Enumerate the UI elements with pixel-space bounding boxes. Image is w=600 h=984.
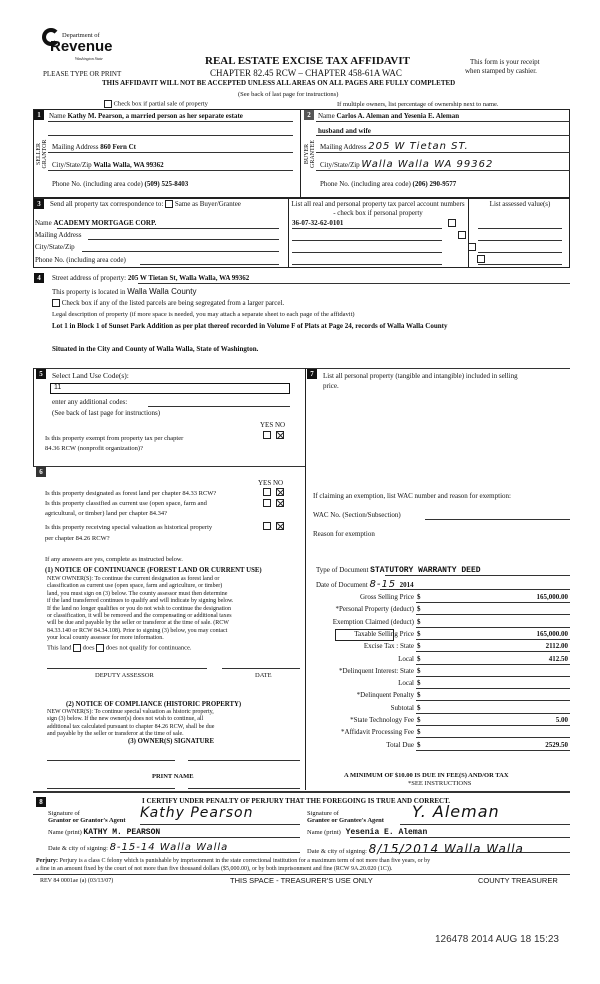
grantee-sig-label xyxy=(307,810,384,824)
label: Mailing Address xyxy=(320,143,367,151)
corr-mail-input[interactable] xyxy=(88,239,279,240)
label: Date & city of signing: xyxy=(48,845,108,852)
grantor-name-row xyxy=(48,828,160,837)
assessed-value-input[interactable] xyxy=(478,240,562,241)
partial-sale[interactable] xyxy=(104,100,208,108)
line xyxy=(416,700,570,701)
line xyxy=(120,852,300,853)
q-current-use: Is this property classified as current use (open space, farm and xyxy=(45,500,207,507)
line xyxy=(380,589,570,590)
label: Name (print) xyxy=(48,829,82,836)
deputy-assessor-line[interactable] xyxy=(47,668,207,669)
logo-dept: Department of xyxy=(62,32,100,39)
label: Grantee or Grantee's Agent xyxy=(307,817,384,824)
grantor-sig-label xyxy=(48,810,126,824)
historic-no-checkbox[interactable] xyxy=(276,522,284,530)
segregated-checkbox[interactable] xyxy=(52,299,60,307)
personal-property-label: List all personal property (tangible and intangible) included in selling xyxy=(323,372,518,380)
seller-city[interactable]: Walla Walla, WA 99362 xyxy=(93,161,164,169)
line xyxy=(140,824,300,825)
seller-city-row xyxy=(52,161,164,169)
seller-mail[interactable]: 860 Fern Ct xyxy=(100,143,137,151)
wac-label: WAC No. (Section/Subsection) xyxy=(313,511,401,519)
label: Name xyxy=(35,219,52,227)
line xyxy=(316,152,570,153)
section-3-number: 3 xyxy=(34,199,44,209)
tax-row-label: Local xyxy=(398,679,414,688)
seller-mail-row xyxy=(52,143,136,151)
section-7-number: 7 xyxy=(307,369,317,379)
label: Name (print) xyxy=(307,829,341,836)
line xyxy=(416,651,570,652)
notice-compliance-text xyxy=(47,709,214,739)
line xyxy=(416,713,570,714)
county-row xyxy=(52,287,196,296)
notice-line: NEW OWNER(S): To continue the current designation as forest land or xyxy=(47,576,220,582)
label: Grantor or Grantor's Agent xyxy=(48,817,126,824)
section-8-number: 8 xyxy=(36,797,46,807)
line xyxy=(416,614,570,615)
line xyxy=(48,152,293,153)
partial-sale-label: Check box if partial sale of property xyxy=(113,100,208,108)
buyer-city-row xyxy=(320,159,493,170)
label: This land xyxy=(47,644,72,652)
tax-row-label: Exemption Claimed (deduct) xyxy=(332,617,414,626)
parcel-number[interactable]: 36-07-32-62-0101 xyxy=(292,219,344,227)
dollar-sign: $ xyxy=(417,605,421,614)
doc-date-hand[interactable]: 8-15 xyxy=(369,579,397,590)
line xyxy=(33,874,570,875)
deputy-assessor-label: DEPUTY ASSESSOR xyxy=(95,672,154,679)
seller-name[interactable]: Kathy M. Pearson, a married person as her separate estate xyxy=(67,112,243,120)
county[interactable]: Walla Walla County xyxy=(127,287,197,296)
corr-phone-label: Phone No. (including area code) xyxy=(35,256,126,264)
tax-row-value[interactable]: 165,000.00 xyxy=(536,629,568,638)
line xyxy=(400,824,570,825)
label: Phone No. (including area code) xyxy=(52,180,143,188)
notice-line: If the land no longer qualifies or you do not wish to continue the designation xyxy=(47,605,231,612)
line xyxy=(292,252,442,253)
tax-row-label: *State Technology Fee xyxy=(350,716,414,724)
legal-description-1[interactable]: Lot 1 in Block 1 of Sunset Park Addition as per plat thereof recorded in Volume F of Plats at Page 24, records of Walla Walla County xyxy=(52,322,448,330)
parcel-header: List all real and personal property tax parcel account numbers - check box if personal property xyxy=(291,200,465,217)
personal-property-checkbox[interactable] xyxy=(458,231,466,239)
line xyxy=(57,228,279,229)
tax-row-label: *Personal Property (deduct) xyxy=(335,605,414,614)
divider xyxy=(288,198,289,268)
tax-row-value[interactable]: 2529.50 xyxy=(545,740,568,749)
warning: THIS AFFIDAVIT WILL NOT BE ACCEPTED UNLESS ALL AREAS ON ALL PAGES ARE FULLY COMPLETED xyxy=(102,79,456,87)
exempt-yes-checkbox[interactable] xyxy=(263,431,271,439)
if-yes: If any answers are yes, complete as instructed below. xyxy=(45,556,183,563)
tax-row-label: Subtotal xyxy=(390,703,414,712)
date-label: DATE xyxy=(255,672,272,679)
dollar-sign: $ xyxy=(417,666,421,675)
dollar-sign: $ xyxy=(417,629,421,638)
assessed-value-input[interactable] xyxy=(478,228,562,229)
label: This property is located in xyxy=(52,288,126,296)
exempt-no-checkbox[interactable] xyxy=(276,431,284,439)
line xyxy=(33,368,570,369)
corr-city-label: City/State/Zip xyxy=(35,243,75,251)
dollar-sign: $ xyxy=(417,593,421,601)
receipt-2: when stamped by cashier. xyxy=(465,67,537,75)
label: Same as Buyer/Grantee xyxy=(174,200,241,208)
label: Mailing Address xyxy=(52,143,99,151)
buyer-mail[interactable]: 205 W Tietan ST. xyxy=(368,141,469,152)
dollar-sign: $ xyxy=(417,740,421,749)
additional-codes-label: enter any additional codes: xyxy=(52,398,128,406)
yes-label: YES xyxy=(258,479,272,487)
dollar-sign: $ xyxy=(417,642,421,651)
current-use-no-checkbox[interactable] xyxy=(276,499,284,507)
section-5-number: 5 xyxy=(36,369,46,379)
line xyxy=(316,170,570,171)
perjury-note xyxy=(36,857,430,873)
receipt-1: This form is your receipt xyxy=(470,58,540,66)
grantor-date[interactable]: 8-15-14 Walla Walla xyxy=(109,842,229,853)
doc-type-row xyxy=(316,566,481,575)
assessed-value-input[interactable] xyxy=(478,252,562,253)
line xyxy=(90,837,300,838)
label: City/State/Zip xyxy=(320,161,360,169)
corr-city-input[interactable] xyxy=(82,251,279,252)
grantee-date-row xyxy=(307,842,524,856)
notice-line: land, you must sign on (3) below. The county assessor must then determine xyxy=(47,590,228,597)
q-exempt-2: 84.36 RCW (nonprofit organization)? xyxy=(45,445,143,452)
tax-row-label: Excise Tax : State xyxy=(363,642,414,651)
label: Name xyxy=(49,112,66,120)
label: Phone No. (including area code) xyxy=(320,180,411,188)
street-row xyxy=(52,274,249,282)
grantee-date[interactable]: 8/15/2014 Walla Walla xyxy=(368,842,524,856)
label: Street address of property: xyxy=(52,274,127,282)
line xyxy=(385,575,570,576)
yes-no-header-6 xyxy=(258,479,283,487)
dollar-sign: $ xyxy=(417,728,421,737)
line xyxy=(48,121,293,122)
tax-row-label: *Delinquent Penalty xyxy=(356,691,414,700)
line xyxy=(33,791,570,793)
label: does not qualify for continuance. xyxy=(105,644,192,652)
notice-continuance-text xyxy=(47,576,233,643)
tax-row-value[interactable]: 412.50 xyxy=(548,654,568,663)
exemption-label: If claiming an exemption, list WAC number and reason for exemption: xyxy=(313,492,511,500)
dollar-sign: $ xyxy=(417,617,421,626)
grantee-name[interactable]: Yesenia E. Aleman xyxy=(345,828,428,837)
label: Signature of xyxy=(307,810,339,817)
line xyxy=(292,264,442,265)
divider xyxy=(305,368,306,790)
land-use-label: Select Land Use Code(s): xyxy=(52,371,129,380)
label: a fine in an amount fixed by the court of not more than five thousand dollars ($5,000.00), or by both imprisonment and fine (RCW 9A.20.020 (1C)). xyxy=(36,866,393,872)
line xyxy=(292,240,442,241)
reason-label: Reason for exemption xyxy=(313,530,375,538)
seller-phone-row xyxy=(52,180,188,188)
label: Type of Document xyxy=(316,566,369,574)
multiple-owners: If multiple owners, list percentage of ownership next to name. xyxy=(337,101,499,108)
grantor-name[interactable]: KATHY M. PEARSON xyxy=(83,828,161,837)
notice-line: and payable by the seller or transferor at the time of sale. xyxy=(47,731,184,738)
label: Date of Document xyxy=(316,581,368,589)
dollar-sign: $ xyxy=(417,654,421,663)
section-1-number: 1 xyxy=(34,110,44,120)
doc-year[interactable]: 2014 xyxy=(399,581,414,589)
notice-line: your local county assessor for more information. xyxy=(47,635,164,642)
label: Perjury: xyxy=(36,858,58,864)
notice-line: additional tax calculated pursuant to chapter 84.26 RCW, shall be due xyxy=(47,723,215,730)
assessed-value-input[interactable] xyxy=(478,264,562,265)
forest-yes-checkbox[interactable] xyxy=(263,488,271,496)
tax-row-label: Gross Selling Price xyxy=(359,593,414,601)
line xyxy=(316,135,570,136)
county-treasurer: COUNTY TREASURER xyxy=(478,876,558,885)
line xyxy=(416,639,570,640)
dollar-sign: $ xyxy=(417,716,421,724)
label: Name xyxy=(318,112,335,120)
logo-text: Revenue xyxy=(50,38,113,55)
see-instructions: *SEE INSTRUCTIONS xyxy=(408,780,472,787)
form-revision: REV 84 0001ae (a) (03/13/07) xyxy=(40,878,114,884)
treasurer-space: THIS SPACE - TREASURER'S USE ONLY xyxy=(230,876,373,885)
minimum-due: A MINIMUM OF $10.00 IS DUE IN FEE(S) AND/OR TAX xyxy=(344,772,509,779)
personal-property-checkbox[interactable] xyxy=(468,243,476,251)
q-historic-2: per chapter 84.26 RCW? xyxy=(45,535,110,542)
current-use-yes-checkbox[interactable] xyxy=(263,499,271,507)
owner-signature-line[interactable] xyxy=(188,760,300,761)
buyer-mail-row xyxy=(320,141,469,152)
logo-state: Washington State xyxy=(75,56,103,61)
line xyxy=(138,283,570,284)
doc-type[interactable]: STATUTORY WARRANTY DEED xyxy=(370,566,481,575)
grantor-signature[interactable]: Kathy Pearson xyxy=(140,805,254,821)
divider xyxy=(468,198,469,268)
notice-continuance-title: (1) NOTICE OF CONTINUANCE (FOREST LAND OR CURRENT USE) xyxy=(45,567,262,574)
same-as-buyer-checkbox[interactable] xyxy=(165,200,173,208)
wac-input[interactable] xyxy=(425,519,570,520)
buyer-phone-row xyxy=(320,180,456,188)
see-back-5: (See back of last page for instructions) xyxy=(52,409,161,417)
label: does xyxy=(82,644,95,652)
notice-line: classification as current use (open space, farm and agriculture, or timber) xyxy=(47,583,223,590)
assessed-header: List assessed value(s) xyxy=(489,200,551,208)
notice-line: 84.33.140 or RCW 84.34.108). Prior to signing (3) below, you may contact xyxy=(47,627,228,634)
date-line[interactable] xyxy=(222,668,300,669)
corr-mail-label: Mailing Address xyxy=(35,231,82,239)
land-use-code-input[interactable]: 11 xyxy=(50,383,290,394)
q-exempt: Is this property exempt from property tax per chapter xyxy=(45,435,184,442)
notice-line: sign (3) below. If the new owner(s) does not wish to continue, all xyxy=(47,716,204,723)
divider xyxy=(300,109,301,198)
tax-row-label: Taxable Selling Price xyxy=(354,629,414,638)
buyer-name-2[interactable]: husband and wife xyxy=(318,127,371,135)
print-name-label: PRINT NAME xyxy=(152,773,194,780)
legal-label: Legal description of property (if more space is needed, you may attach a separate sheet to each page of the affidavit) xyxy=(52,311,355,318)
line xyxy=(416,602,570,603)
label: City/State/Zip xyxy=(52,161,92,169)
notice-line: or classification, it will be removed and the compensating or additional taxes xyxy=(47,613,232,620)
divider xyxy=(33,368,34,466)
line xyxy=(416,688,570,689)
section-2-number: 2 xyxy=(304,110,314,120)
dollar-sign: $ xyxy=(417,691,421,700)
label: Check box if any of the listed parcels are being segregated from a larger parcel. xyxy=(61,299,285,307)
forest-no-checkbox[interactable] xyxy=(276,488,284,496)
notice-line: if the land transferred continues to qualify and will indicate by signing below. xyxy=(47,598,234,605)
grantee-signature[interactable]: Y. Aleman xyxy=(412,802,500,821)
line xyxy=(416,750,570,751)
line xyxy=(416,737,570,738)
section-6-number: 6 xyxy=(36,467,46,477)
seller-name-row xyxy=(49,112,243,120)
seller-phone[interactable]: (509) 525-8403 xyxy=(144,180,189,188)
section-4-number: 4 xyxy=(34,273,44,283)
certify: I CERTIFY UNDER PENALTY OF PERJURY THAT THE FOREGOING IS TRUE AND CORRECT. xyxy=(142,797,451,805)
notice-line: NEW OWNER(S): To continue special valuation as historic property, xyxy=(47,709,214,715)
label: Perjury is a class C felony which is punishable by imprisonment in the state correctional institution for a maximum term of not more than five years, or by xyxy=(59,858,431,864)
line xyxy=(316,121,570,122)
street-address[interactable]: 205 W Tietan St, Walla Walla, WA 99362 xyxy=(127,274,250,282)
see-back: (See back of last page for instructions) xyxy=(238,91,339,98)
personal-property-checkbox[interactable] xyxy=(448,219,456,227)
notice-line: will be due and payable by the seller or transferor at the time of sale. (RCW xyxy=(47,620,229,627)
form-title: REAL ESTATE EXCISE TAX AFFIDAVIT xyxy=(205,55,410,67)
owner-signature-line[interactable] xyxy=(47,760,175,761)
line xyxy=(416,627,570,628)
does-not-checkbox[interactable] xyxy=(96,644,104,652)
buyer-name[interactable]: Carlos A. Aleman and Yesenia E. Aleman xyxy=(336,112,460,120)
grantee-name-row xyxy=(307,828,427,837)
partial-sale-checkbox[interactable] xyxy=(104,100,112,108)
personal-property-label-2: price. xyxy=(323,382,339,390)
line xyxy=(48,135,293,136)
no-label: NO xyxy=(272,479,284,487)
line xyxy=(350,837,570,838)
line xyxy=(33,466,305,467)
corr-name[interactable]: ACADEMY MORTGAGE CORP. xyxy=(53,219,157,227)
yes-label: YES xyxy=(260,421,274,429)
line xyxy=(292,228,442,229)
label: Send all property tax correspondence to: xyxy=(50,200,164,208)
tax-row-label: Local xyxy=(398,654,414,663)
label: Date & city of signing: xyxy=(307,848,367,855)
line xyxy=(416,725,570,726)
line xyxy=(416,676,570,677)
receipt-stamp: 126478 2014 AUG 18 15:23 xyxy=(435,934,559,945)
buyer-phone[interactable]: (206) 290-9577 xyxy=(412,180,457,188)
tax-row-label: Total Due xyxy=(386,740,414,749)
continuance-row xyxy=(47,644,192,652)
seller-side-label: SELLER GRANTOR xyxy=(36,139,48,169)
dollar-sign: $ xyxy=(417,679,421,688)
historic-yes-checkbox[interactable] xyxy=(263,522,271,530)
print-name-line[interactable] xyxy=(188,788,300,789)
owner-signature-title: (3) OWNER(S) SIGNATURE xyxy=(128,738,214,745)
tax-row-value[interactable]: 5.00 xyxy=(555,716,568,724)
buyer-name-row xyxy=(318,112,459,120)
send-correspondence xyxy=(50,200,241,208)
does-checkbox[interactable] xyxy=(73,644,81,652)
q-historic: Is this property receiving special valuation as historical property xyxy=(45,524,213,531)
buyer-side-label: BUYER GRANTEE xyxy=(304,140,316,168)
notice-compliance-title: (2) NOTICE OF COMPLIANCE (HISTORIC PROPERTY) xyxy=(66,701,242,708)
please-type: PLEASE TYPE OR PRINT xyxy=(43,70,122,78)
label: Signature of xyxy=(48,810,80,817)
buyer-city[interactable]: Walla Walla WA 99362 xyxy=(361,159,494,170)
line xyxy=(380,852,570,853)
personal-property-checkbox[interactable] xyxy=(477,255,485,263)
tax-row-label: *Delinquent Interest: State xyxy=(338,666,414,675)
legal-description-2[interactable]: Situated in the City and County of Walla Walla, State of Washington. xyxy=(52,345,259,353)
corr-name-row xyxy=(35,219,156,227)
corr-phone-input[interactable] xyxy=(140,264,279,265)
q-forest: Is this property designated as forest land per chapter 84.33 RCW? xyxy=(45,490,217,497)
line xyxy=(48,170,293,171)
yes-no-header xyxy=(260,421,285,429)
tax-row-label: *Affidavit Processing Fee xyxy=(341,728,414,737)
line xyxy=(416,664,570,665)
print-name-line[interactable] xyxy=(47,788,175,789)
tax-row-value[interactable]: 165,000.00 xyxy=(536,593,568,601)
q-current-use-2: agricultural, or timber) land per chapter 84.34? xyxy=(45,510,168,517)
segregated-row xyxy=(52,299,284,307)
tax-row-value[interactable]: 2112.00 xyxy=(545,642,568,651)
dollar-sign: $ xyxy=(417,703,421,712)
chapter: CHAPTER 82.45 RCW – CHAPTER 458-61A WAC xyxy=(210,68,402,78)
additional-codes-input[interactable] xyxy=(148,406,290,407)
no-label: NO xyxy=(274,421,286,429)
